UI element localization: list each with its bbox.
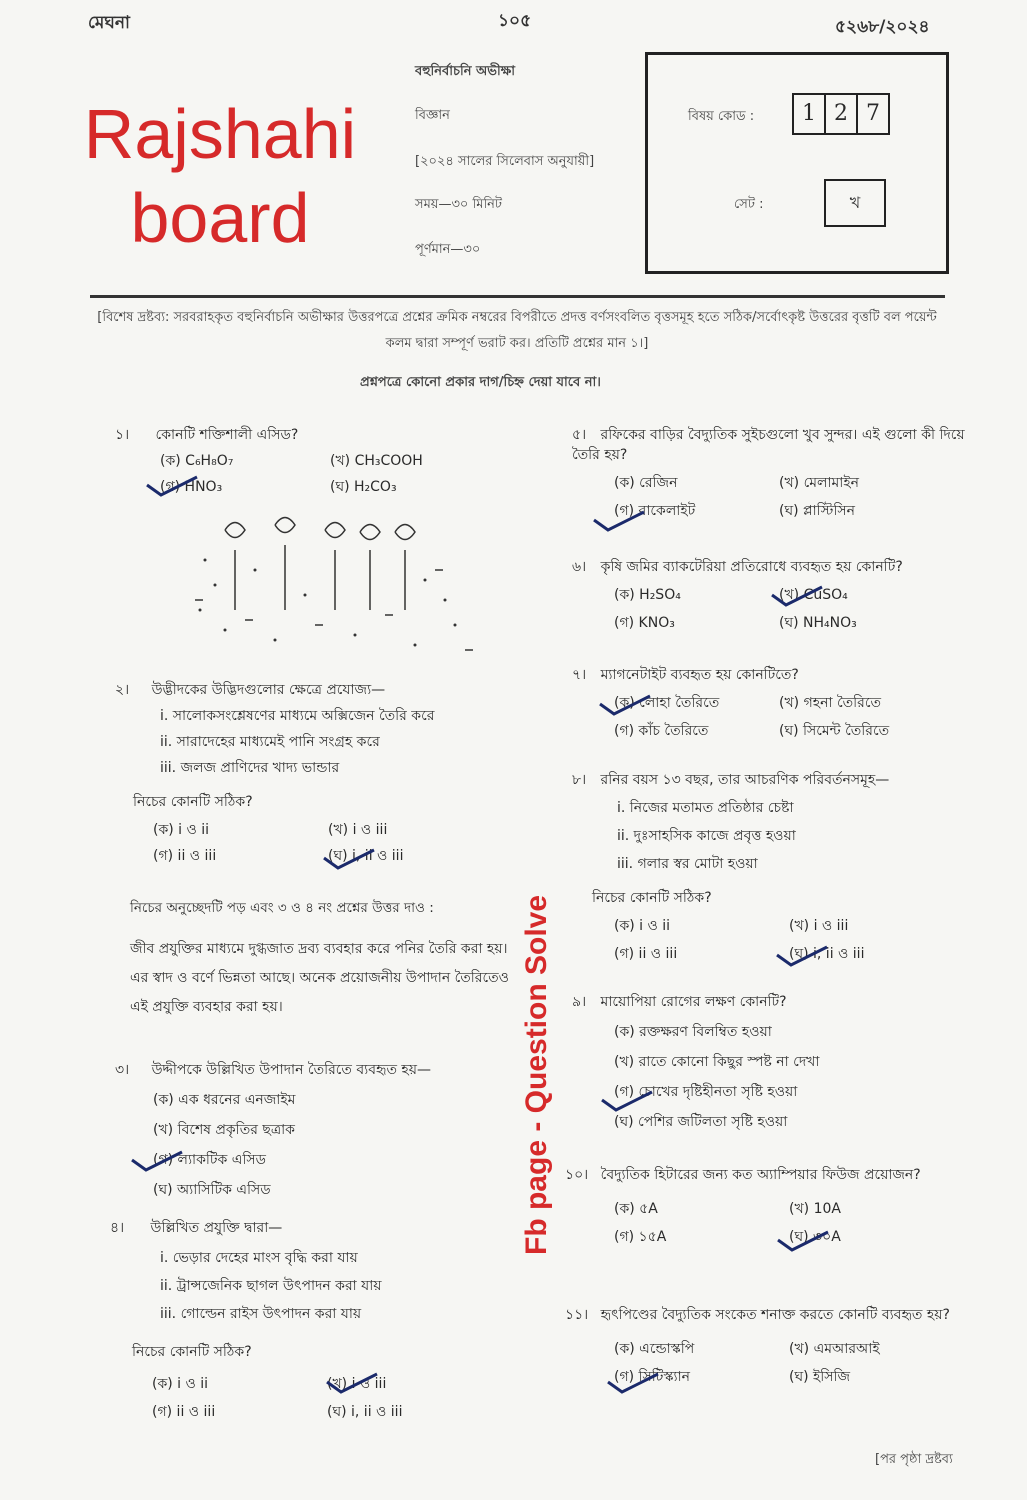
question-text: কৃষি জমির ব্যাকটেরিয়া প্রতিরোধে ব্যবহৃত হয় কোনটি? <box>600 559 903 575</box>
answer-tick-icon <box>130 1150 185 1172</box>
passage-intro: নিচের অনুচ্ছেদটি পড় এবং ৩ ও ৪ নং প্রশ্নের উত্তর দাও : <box>130 900 434 916</box>
question-8 <box>572 770 972 964</box>
answer-tick-icon <box>598 694 653 716</box>
question-text: কোনটি শক্তিশালী এসিড? <box>155 427 299 443</box>
option-b: (খ) i ও iii <box>328 822 388 838</box>
option-d: (ঘ) অ্যাসিটিক এসিড <box>153 1182 271 1198</box>
instructions: [বিশেষ দ্রষ্টব্য: সরবরাহকৃত বহুনির্বাচনি অভীক্ষার উত্তরপত্রে প্রশ্নের ক্রমিক নম্বরের বিপরীতে প্রদত্ত বর্ণসংবলিত বৃত্তসমূহ হতে সঠিক/সর্বোৎকৃষ্ট উত্তরের বৃত্তটি বল পয়েন্ট কলম দ্বারা সম্পূর্ণ ভরাট কর। প্রতিটি প্রশ্নের মান ১।] <box>97 310 937 351</box>
option-d: (ঘ) প্লাস্টিসিন <box>779 503 855 519</box>
option-b: (খ) CH₃COOH <box>330 453 423 469</box>
option-b: (খ) বিশেষ প্রকৃতির ছত্রাক <box>153 1122 295 1138</box>
option-a: (ক) i ও ii <box>614 918 671 934</box>
question-text: রফিকের বাড়ির বৈদ্যুতিক সুইচগুলো খুব সুন্দর। এই গুলো কী দিয়ে তৈরি হয়? <box>572 427 965 463</box>
answer-tick-icon <box>776 1230 831 1252</box>
option-d: (ঘ) NH₄NO₃ <box>779 615 857 631</box>
statement-i: i. নিজের মতামত প্রতিষ্ঠার চেষ্টা <box>617 800 794 816</box>
code-digit: 7 <box>856 93 890 135</box>
option-d: (ঘ) ইসিজি <box>789 1369 851 1385</box>
option-c: (গ) বাকেলাইট <box>614 503 696 519</box>
answer-tick-icon <box>145 475 200 497</box>
question-number: ৪। <box>110 1220 125 1236</box>
option-a: (ক) i ও ii <box>152 1376 209 1392</box>
question-2 <box>115 680 535 866</box>
option-a: (ক) i ও ii <box>153 822 210 838</box>
next-page-note: [পর পৃষ্ঠা দ্রষ্টব্য <box>875 1452 953 1467</box>
header-left: মেঘনা <box>88 13 130 33</box>
answer-tick-icon <box>325 1372 380 1394</box>
option-d: (ঘ) ৩০A <box>789 1229 841 1245</box>
option-c: (গ) KNO₃ <box>614 615 675 631</box>
option-a: (ক) রক্তক্ষরণ বিলম্বিত হওয়া <box>614 1024 772 1040</box>
subject-code-digits <box>794 93 890 135</box>
question-number: ১। <box>115 427 130 443</box>
question-number: ১১। <box>565 1307 589 1323</box>
which-correct: নিচের কোনটি সঠিক? <box>592 890 712 906</box>
board-stamp: Rajshahi board <box>83 95 357 257</box>
option-c: (গ) সিটিস্ক্যান <box>614 1369 690 1385</box>
code-box <box>645 52 949 274</box>
question-text: উদ্ভীদকের উদ্ভিদগুলোর ক্ষেত্রে প্রযোজ্য— <box>151 682 386 698</box>
option-c: (গ) ii ও iii <box>153 848 217 864</box>
passage: জীব প্রযুক্তির মাধ্যমে দুগ্ধজাত দ্রব্য ব্যবহার করে পনির তৈরি করা হয়। এর স্বাদ ও বর্ণে ভিন্নতা আছে। অনেক প্রয়োজনীয় উপাদান তৈরিতেও এই প্রযুক্তি ব্যবহার করা হয়। <box>130 941 509 1015</box>
answer-tick-icon <box>322 848 377 870</box>
question-5 <box>572 425 972 521</box>
option-b: (খ) CuSO₄ <box>779 587 848 603</box>
option-a: (ক) লোহা তৈরিতে <box>614 695 720 711</box>
option-a: (ক) এক ধরনের এনজাইম <box>153 1092 296 1108</box>
warning: প্রশ্নপত্রে কোনো প্রকার দাগ/চিহ্ন দেয়া যাবে না। <box>360 375 601 390</box>
answer-tick-icon <box>770 585 825 607</box>
set-value: খ <box>824 179 886 227</box>
option-a: (ক) ৫A <box>614 1201 658 1217</box>
option-b: (খ) মেলামাইন <box>779 475 859 491</box>
exam-time: সময়—৩০ মিনিট <box>415 197 503 212</box>
answer-tick-icon <box>606 1372 661 1394</box>
question-number: ১০। <box>565 1167 589 1183</box>
option-c: (গ) ল্যাকটিক এসিড <box>153 1152 266 1168</box>
statement-iii: iii. গলার স্বর মোটা হওয়া <box>617 856 758 872</box>
option-d: (ঘ) H₂CO₃ <box>330 479 397 495</box>
option-a: (ক) C₆H₈O₇ <box>160 453 234 469</box>
statement-iii: iii. গোল্ডেন রাইস উৎপাদন করা যায় <box>160 1306 362 1322</box>
page-number: ১০৫ <box>498 11 532 31</box>
question-10 <box>565 1165 975 1247</box>
question-text: উদ্দীপকে উল্লিখিত উপাদান তৈরিতে ব্যবহৃত হয়— <box>151 1062 432 1078</box>
exam-type: বহুনির্বাচনি অভীক্ষা <box>415 64 516 79</box>
option-c: (গ) চোখের দৃষ্টিহীনতা সৃষ্টি হওয়া <box>614 1084 798 1100</box>
option-a: (ক) H₂SO₄ <box>614 587 681 603</box>
statement-i: i. সালোকসংশ্লেষণের মাধ্যমে অক্সিজেন তৈরি করে <box>160 708 435 724</box>
question-number: ৮। <box>572 772 587 788</box>
option-b: (খ) গহনা তৈরিতে <box>779 695 881 711</box>
answer-tick-icon <box>600 1090 655 1112</box>
option-d: (ঘ) সিমেন্ট তৈরিতে <box>779 723 890 739</box>
option-d: (ঘ) i, ii ও iii <box>328 848 404 864</box>
plant-sketch-icon <box>185 510 495 660</box>
option-a: (ক) এন্ডোস্কপি <box>614 1341 695 1357</box>
statement-iii: iii. জলজ প্রাণিদের খাদ্য ভান্ডার <box>160 760 340 776</box>
option-c: (গ) কাঁচ তৈরিতে <box>614 723 709 739</box>
which-correct: নিচের কোনটি সঠিক? <box>132 1344 252 1360</box>
statement-ii: ii. দুঃসাহসিক কাজে প্রবৃত্ত হওয়া <box>617 828 796 844</box>
subject-code-label: বিষয় কোড : <box>688 109 755 124</box>
question-number: ৯। <box>572 994 587 1010</box>
statement-ii: ii. ট্রান্সজেনিক ছাগল উৎপাদন করা যায় <box>160 1278 382 1294</box>
option-c: (গ) ii ও iii <box>614 946 678 962</box>
answer-tick-icon <box>775 945 830 967</box>
which-correct: নিচের কোনটি সঠিক? <box>133 794 253 810</box>
question-text: মায়োপিয়া রোগের লক্ষণ কোনটি? <box>600 994 787 1010</box>
question-text: উল্লিখিত প্রযুক্তি দ্বারা— <box>150 1220 283 1236</box>
question-number: ৩। <box>115 1062 130 1078</box>
option-d: (ঘ) i, ii ও iii <box>327 1404 403 1420</box>
option-b: (খ) রাতে কোনো কিছুর স্পষ্ট না দেখা <box>614 1054 820 1070</box>
question-text: ম্যাগনেটাইট ব্যবহৃত হয় কোনটিতে? <box>600 667 799 683</box>
code-digit: 1 <box>792 93 826 135</box>
question-text: হৃৎপিণ্ডের বৈদ্যুতিক সংকেত শনাক্ত করতে কোনটি ব্যবহৃত হয়? <box>600 1307 950 1323</box>
exam-subject: বিজ্ঞান <box>415 108 450 123</box>
set-label: সেট : <box>734 197 764 212</box>
option-c: (গ) ii ও iii <box>152 1404 216 1420</box>
option-b: (খ) i ও iii <box>789 918 849 934</box>
divider <box>90 295 945 298</box>
question-text: রনির বয়স ১৩ বছর, তার আচরণিক পরিবর্তনসমূহ— <box>600 772 890 788</box>
statement-ii: ii. সারাদেহের মাধ্যমেই পানি সংগ্রহ করে <box>160 734 380 750</box>
option-b: (খ) i ও iii <box>327 1376 387 1392</box>
question-number: ৭। <box>572 667 587 683</box>
question-number: ২। <box>115 682 130 698</box>
option-d: (ঘ) পেশির জটিলতা সৃষ্টি হওয়া <box>614 1114 788 1130</box>
question-text: বৈদ্যুতিক হিটারের জন্য কত অ্যাম্পিয়ার ফিউজ প্রয়োজন? <box>600 1167 921 1183</box>
option-b: (খ) এমআরআই <box>789 1341 880 1357</box>
code-digit: 2 <box>824 93 858 135</box>
option-d: (ঘ) i, ii ও iii <box>789 946 865 962</box>
exam-marks: পূর্ণমান—৩০ <box>415 242 481 257</box>
question-3 <box>115 1060 535 1200</box>
exam-syllabus: [২০২৪ সালের সিলেবাস অনুযায়ী] <box>415 154 595 169</box>
option-b: (খ) 10A <box>789 1201 841 1217</box>
watermark: Fb page - Question Solve <box>520 894 553 1255</box>
question-number: ৬। <box>572 559 587 575</box>
statement-i: i. ভেড়ার দেহের মাংস বৃদ্ধি করা যায় <box>160 1250 358 1266</box>
option-a: (ক) রেজিন <box>614 475 678 491</box>
question-number: ৫। <box>572 427 587 443</box>
answer-tick-icon <box>592 510 647 532</box>
option-c: (গ) HNO₃ <box>160 479 223 495</box>
header-right: ৫২৬৮/২০২৪ <box>835 17 930 37</box>
question-4 <box>110 1218 530 1422</box>
option-c: (গ) ১৫A <box>614 1229 667 1245</box>
